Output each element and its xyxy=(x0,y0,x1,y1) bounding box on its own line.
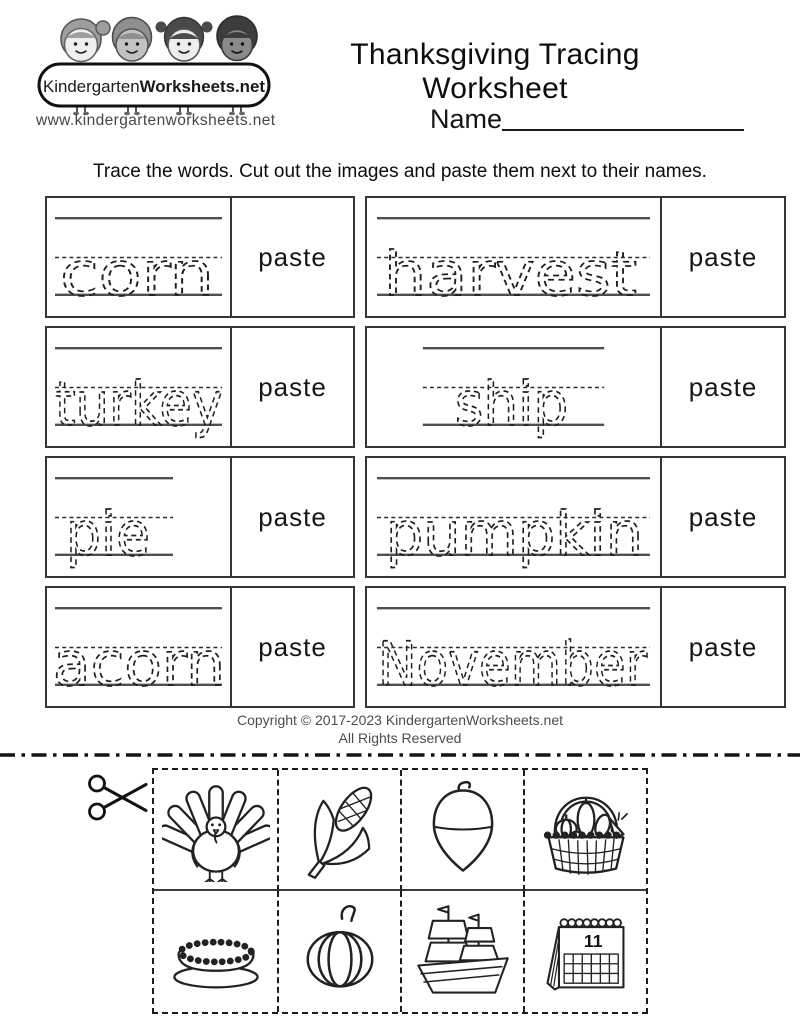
trace-word-area xyxy=(367,328,660,446)
cut-line xyxy=(0,748,800,762)
kid-girl-3 xyxy=(156,18,213,62)
trace-cell-ship xyxy=(365,326,786,448)
logo-brand-text xyxy=(43,78,266,96)
trace-cell-corn xyxy=(45,196,355,318)
trace-word: acorn xyxy=(53,629,225,700)
trace-word: turkey xyxy=(55,369,223,440)
trace-word-area xyxy=(367,198,660,316)
trace-word-area xyxy=(47,458,230,576)
cutout-cell-ship xyxy=(400,891,523,1012)
paste-label: paste xyxy=(258,501,327,532)
paste-box xyxy=(660,198,784,316)
harvest-basket-image xyxy=(532,778,640,882)
copyright-block xyxy=(0,712,800,747)
paste-box xyxy=(660,588,784,706)
tracing-guides-svg xyxy=(367,458,660,576)
paste-label: paste xyxy=(688,501,758,532)
paste-label: paste xyxy=(688,371,758,402)
trace-word-area xyxy=(367,458,660,576)
logo-url: www.kindergartenworksheets.net xyxy=(36,112,276,129)
tracing-guides-svg xyxy=(47,458,230,576)
trace-word: pie xyxy=(66,499,150,570)
copyright-line: Copyright © 2017-2023 KindergartenWorksheets.net xyxy=(236,712,564,728)
trace-cell-harvest xyxy=(365,196,786,318)
paste-label: paste xyxy=(258,631,327,662)
name-row xyxy=(430,104,744,135)
tracing-guides-svg xyxy=(47,198,230,316)
cutout-cell-calendar xyxy=(523,891,646,1012)
paste-box xyxy=(660,328,784,446)
calendar-image xyxy=(532,900,640,1004)
trace-word-area xyxy=(47,588,230,706)
ship-image xyxy=(409,900,517,1004)
trace-cell-november xyxy=(365,586,786,708)
instruction-text: Trace the words. Cut out the images and paste them next to their names. xyxy=(93,161,707,182)
trace-word: ship xyxy=(454,369,569,440)
tracing-guides-svg xyxy=(367,198,660,316)
cutout-cell-corn xyxy=(277,770,400,891)
paste-label: paste xyxy=(258,241,327,272)
name-label: Name xyxy=(430,104,503,134)
trace-cell-acorn xyxy=(45,586,355,708)
trace-word-area xyxy=(47,328,230,446)
paste-box xyxy=(660,458,784,576)
cutout-cell-turkey xyxy=(154,770,277,891)
tracing-guides-svg xyxy=(47,328,230,446)
turkey-image xyxy=(162,778,270,882)
logo-brand-bold: Worksheets.net xyxy=(139,78,263,96)
trace-cell-pumpkin xyxy=(365,456,786,578)
paste-box xyxy=(230,458,353,576)
logo-brand-regular: Kindergarten xyxy=(43,78,138,96)
corn-image xyxy=(286,778,394,882)
cutout-image-grid xyxy=(152,768,648,1014)
pie-image xyxy=(162,900,270,1004)
paste-label: paste xyxy=(688,241,758,272)
tracing-guides-svg xyxy=(367,328,660,446)
paste-box xyxy=(230,588,353,706)
trace-word: pumpkin xyxy=(385,499,644,570)
kid-boy-2 xyxy=(113,18,152,62)
tracing-guides-svg xyxy=(47,588,230,706)
trace-cell-pie xyxy=(45,456,355,578)
paste-label: paste xyxy=(258,371,327,402)
calendar-number: 11 xyxy=(583,930,603,951)
rights-line: All Rights Reserved xyxy=(338,729,462,746)
tracing-guides-svg xyxy=(367,588,660,706)
kid-girl-1 xyxy=(61,19,110,62)
paste-label: paste xyxy=(688,631,758,662)
kid-boy-4 xyxy=(217,16,257,61)
pumpkin-image xyxy=(286,900,394,1004)
name-blank-line xyxy=(502,128,744,131)
paste-box xyxy=(230,198,353,316)
cutout-cell-harvest-basket xyxy=(523,770,646,891)
trace-word-area xyxy=(47,198,230,316)
paste-box xyxy=(230,328,353,446)
trace-word-area xyxy=(367,588,660,706)
trace-word: November xyxy=(377,629,648,700)
trace-word: harvest xyxy=(383,239,638,310)
trace-word: corn xyxy=(60,239,214,310)
scissors-icon xyxy=(88,770,150,826)
trace-cell-turkey xyxy=(45,326,355,448)
acorn-image xyxy=(409,778,517,882)
cutout-cell-acorn xyxy=(400,770,523,891)
cutout-cell-pumpkin xyxy=(277,891,400,1012)
page-title: Thanksgiving Tracing Worksheet xyxy=(350,38,640,105)
kindergartenworksheets-logo xyxy=(33,14,278,116)
cutout-cell-pie xyxy=(154,891,277,1012)
